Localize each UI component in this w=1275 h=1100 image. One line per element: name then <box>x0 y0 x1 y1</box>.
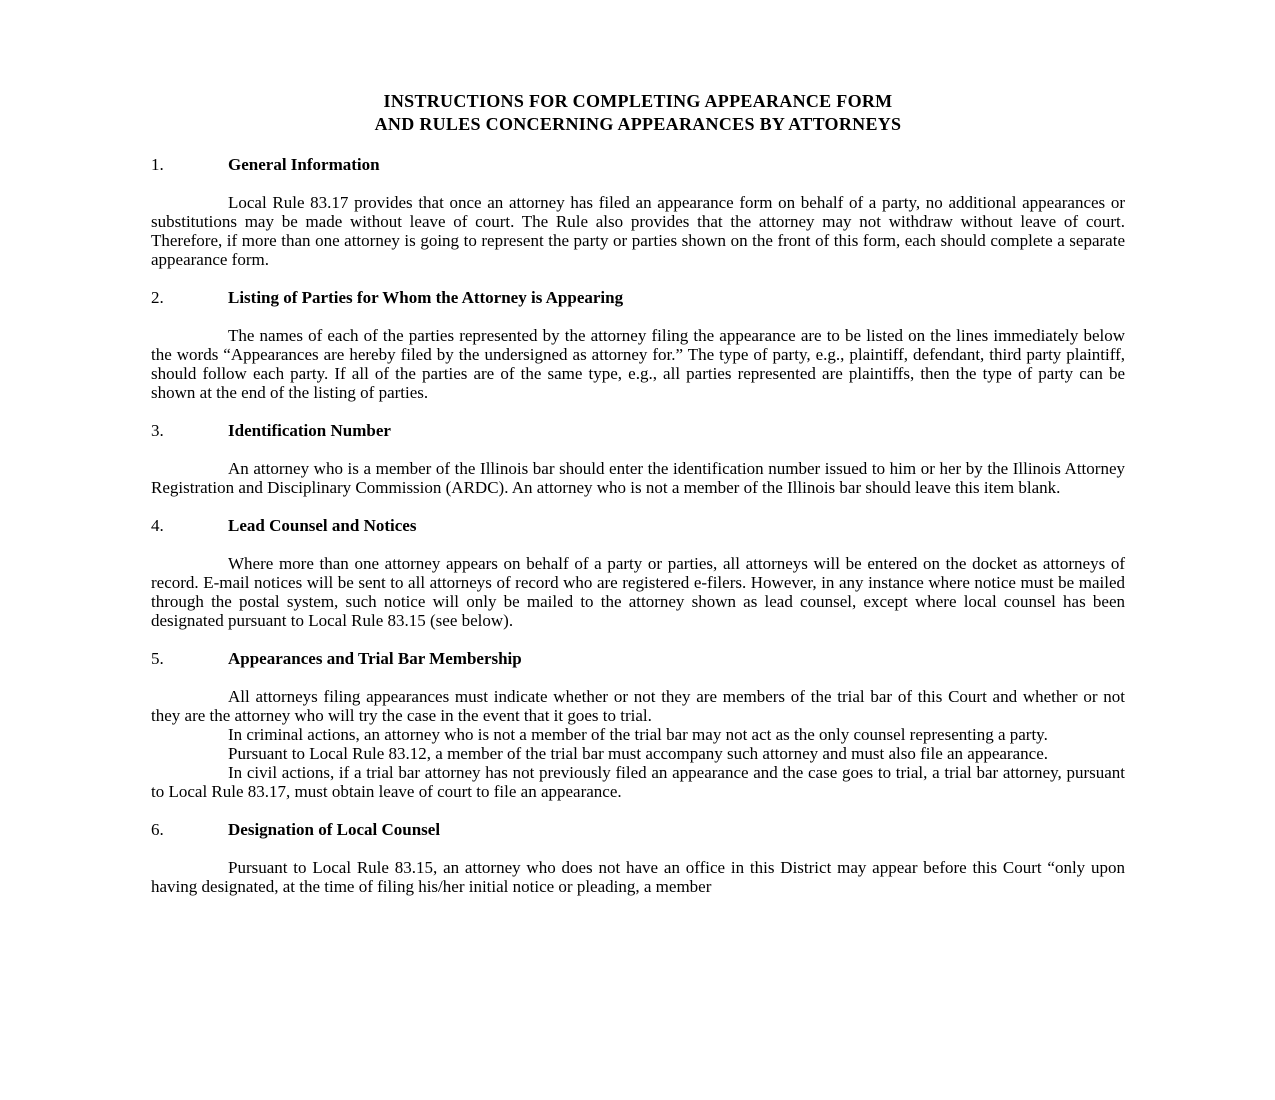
section-number: 5. <box>151 649 164 668</box>
section-heading <box>151 649 1125 668</box>
section-number: 4. <box>151 516 164 535</box>
section-number: 1. <box>151 155 164 174</box>
section-heading <box>151 516 1125 535</box>
section-title: Appearances and Trial Bar Membership <box>228 649 522 668</box>
section-title: Identification Number <box>228 421 391 440</box>
section-general-information <box>151 155 1125 269</box>
section-appearances-and-trial-bar-membership <box>151 649 1125 801</box>
title-line-1: INSTRUCTIONS FOR COMPLETING APPEARANCE FORM <box>383 91 893 111</box>
section-heading <box>151 421 1125 440</box>
document-title <box>151 90 1125 136</box>
title-line-2: AND RULES CONCERNING APPEARANCES BY ATTORNEYS <box>374 114 902 134</box>
section-title: Lead Counsel and Notices <box>228 516 417 535</box>
section-heading <box>151 155 1125 174</box>
section-paragraph: In criminal actions, an attorney who is not a member of the trial bar may not act as the only counsel representing a party. <box>228 725 1048 744</box>
section-paragraph: The names of each of the parties represented by the attorney filing the appearance are to be listed on the lines immediately below the words “Appearances are hereby filed by the undersigned as attorney for.” The type of party, e.g., plaintiff, defendant, third party plaintiff, should follow each party. If all of the parties are of the same type, e.g., all parties represented are plaintiffs, then the type of party can be shown at the end of the listing of parties. <box>151 326 1125 402</box>
section-listing-of-parties <box>151 288 1125 402</box>
section-title: Listing of Parties for Whom the Attorney is Appearing <box>228 288 624 307</box>
section-number: 3. <box>151 421 164 440</box>
section-paragraph: All attorneys filing appearances must indicate whether or not they are members of the trial bar of this Court and whether or not they are the attorney who will try the case in the event that it goes to trial. <box>151 687 1125 725</box>
section-paragraph: In civil actions, if a trial bar attorney has not previously filed an appearance and the case goes to trial, a trial bar attorney, pursuant to Local Rule 83.17, must obtain leave of court to file an appearance. <box>151 763 1125 801</box>
section-identification-number <box>151 421 1125 497</box>
section-number: 6. <box>151 820 164 839</box>
section-paragraph: Pursuant to Local Rule 83.12, a member of the trial bar must accompany such attorney and must also file an appearance. <box>228 744 1048 763</box>
section-paragraph: Pursuant to Local Rule 83.15, an attorney who does not have an office in this District may appear before this Court “only upon having designated, at the time of filing his/her initial notice or pleading, a member <box>151 858 1125 896</box>
section-designation-of-local-counsel <box>151 820 1125 896</box>
section-lead-counsel-and-notices <box>151 516 1125 630</box>
section-number: 2. <box>151 288 164 307</box>
section-title: General Information <box>228 155 380 174</box>
section-heading <box>151 820 1125 839</box>
section-paragraph: Where more than one attorney appears on behalf of a party or parties, all attorneys will be entered on the docket as attorneys of record. E-mail notices will be sent to all attorneys of record who are registered e-filers. However, in any instance where notice must be mailed through the postal system, such notice will only be mailed to the attorney shown as lead counsel, except where local counsel has been designated pursuant to Local Rule 83.15 (see below). <box>151 554 1125 630</box>
section-title: Designation of Local Counsel <box>228 820 441 839</box>
section-paragraph: Local Rule 83.17 provides that once an attorney has filed an appearance form on behalf of a party, no additional appearances or substitutions may be made without leave of court. The Rule also provides that the attorney may not withdraw without leave of court. Therefore, if more than one attorney is going to represent the party or parties shown on the front of this form, each should complete a separate appearance form. <box>151 193 1125 269</box>
section-heading <box>151 288 1125 307</box>
section-paragraph: An attorney who is a member of the Illinois bar should enter the identification number issued to him or her by the Illinois Attorney Registration and Disciplinary Commission (ARDC). An attorney who is not a member of the Illinois bar should leave this item blank. <box>151 459 1125 497</box>
